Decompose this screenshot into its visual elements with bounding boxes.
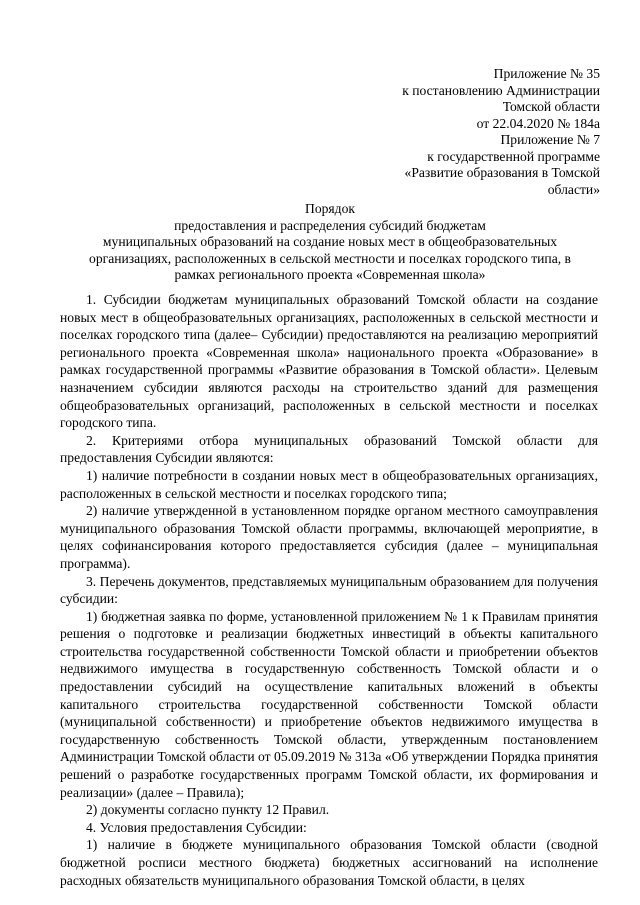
paragraph-3: 3. Перечень документов, представляемых муниципальным образованием для получения субсидии: — [60, 573, 598, 607]
appendix-date: от 22.04.2020 № 184а — [476, 115, 600, 131]
program-name-line-1: «Развитие образования в Томской — [404, 165, 600, 180]
paragraph-4: 4. Условия предоставления Субсидии: — [86, 819, 307, 835]
title-line: рамках регионального проекта «Современная школа» — [174, 267, 486, 282]
paragraph-3-item-1: 1) бюджетная заявка по форме, установленной приложением № 1 к Правилам принятия решения о подготовке и реализации бюджетных инвестиций в объекты капитального строительства государственной собственности Томской области и приобретении объектов недвижимого имущества в государственную собственность Томской области и о предоставлении субсидий на осуществление капитальных вложений в объекты капитального строительства государственной собственности Томской области (муниципальной собственности) и приобретение объектов недвижимого имущества в государственную собственность Томской области, утвержденным постановлением Администрации Томской области от 05.09.2019 № 313а «Об утверждении Порядка принятия решений о разработке государственных программ Томской области, их формирования и реализации» (далее – Правила); — [60, 608, 598, 800]
title-line: муниципальных образований на создание новых мест в общеобразовательных — [102, 234, 558, 249]
title-line: предоставления и распределения субсидий бюджетам — [174, 217, 486, 233]
appendix-number: Приложение № 35 — [493, 66, 600, 81]
program-appendix-number: Приложение № 7 — [500, 132, 600, 147]
program-name-line-2: области» — [547, 181, 600, 197]
appendix-authority: Томской области — [502, 99, 600, 114]
document-body — [60, 291, 598, 889]
paragraph-4-item-1: 1) наличие в бюджете муниципального образования Томской области (сводной бюджетной росписи местного бюджета) бюджетных ассигнований на исполнение расходных обязательств муниципального образования Томской области, в целях — [60, 837, 598, 888]
paragraph-3-item-2: 2) документы согласно пункту 12 Правил. — [86, 802, 330, 818]
paragraph-2: 2. Критериями отбора муниципальных образований Томской области для предоставления Субсидии являются: — [60, 432, 598, 466]
program-reference: к государственной программе — [427, 148, 600, 164]
paragraph-2-item-2: 2) наличие утвержденной в установленном порядке органом местного самоуправления муниципального образования Томской области программы, включающей мероприятие, в целях софинансирования которого предоставляется субсидия (далее – муниципальная программа). — [60, 503, 598, 571]
document-title — [60, 201, 600, 284]
appendix-header — [340, 66, 600, 198]
appendix-reference: к постановлению Администрации — [402, 82, 600, 98]
title-line: организациях, расположенных в сельской местности и поселках городского типа, в — [89, 250, 571, 266]
paragraph-2-item-1: 1) наличие потребности в создании новых мест в общеобразовательных организациях, расположенных в сельской местности и поселках городского типа; — [60, 467, 598, 501]
title-line: Порядок — [305, 201, 355, 216]
paragraph-1: 1. Субсидии бюджетам муниципальных образований Томской области на создание новых мест в общеобразовательных организациях, расположенных в сельской местности и поселках городского типа (далее– Субсидии) предоставляются на реализацию мероприятий регионального проекта «Современная школа» национального проекта «Образование» в рамках государственной программы «Развитие образования в Томской области». Целевым назначением субсидии являются расходы на строительство зданий для размещения общеобразовательных организаций, расположенных в сельской местности и поселках городского типа. — [60, 292, 598, 431]
